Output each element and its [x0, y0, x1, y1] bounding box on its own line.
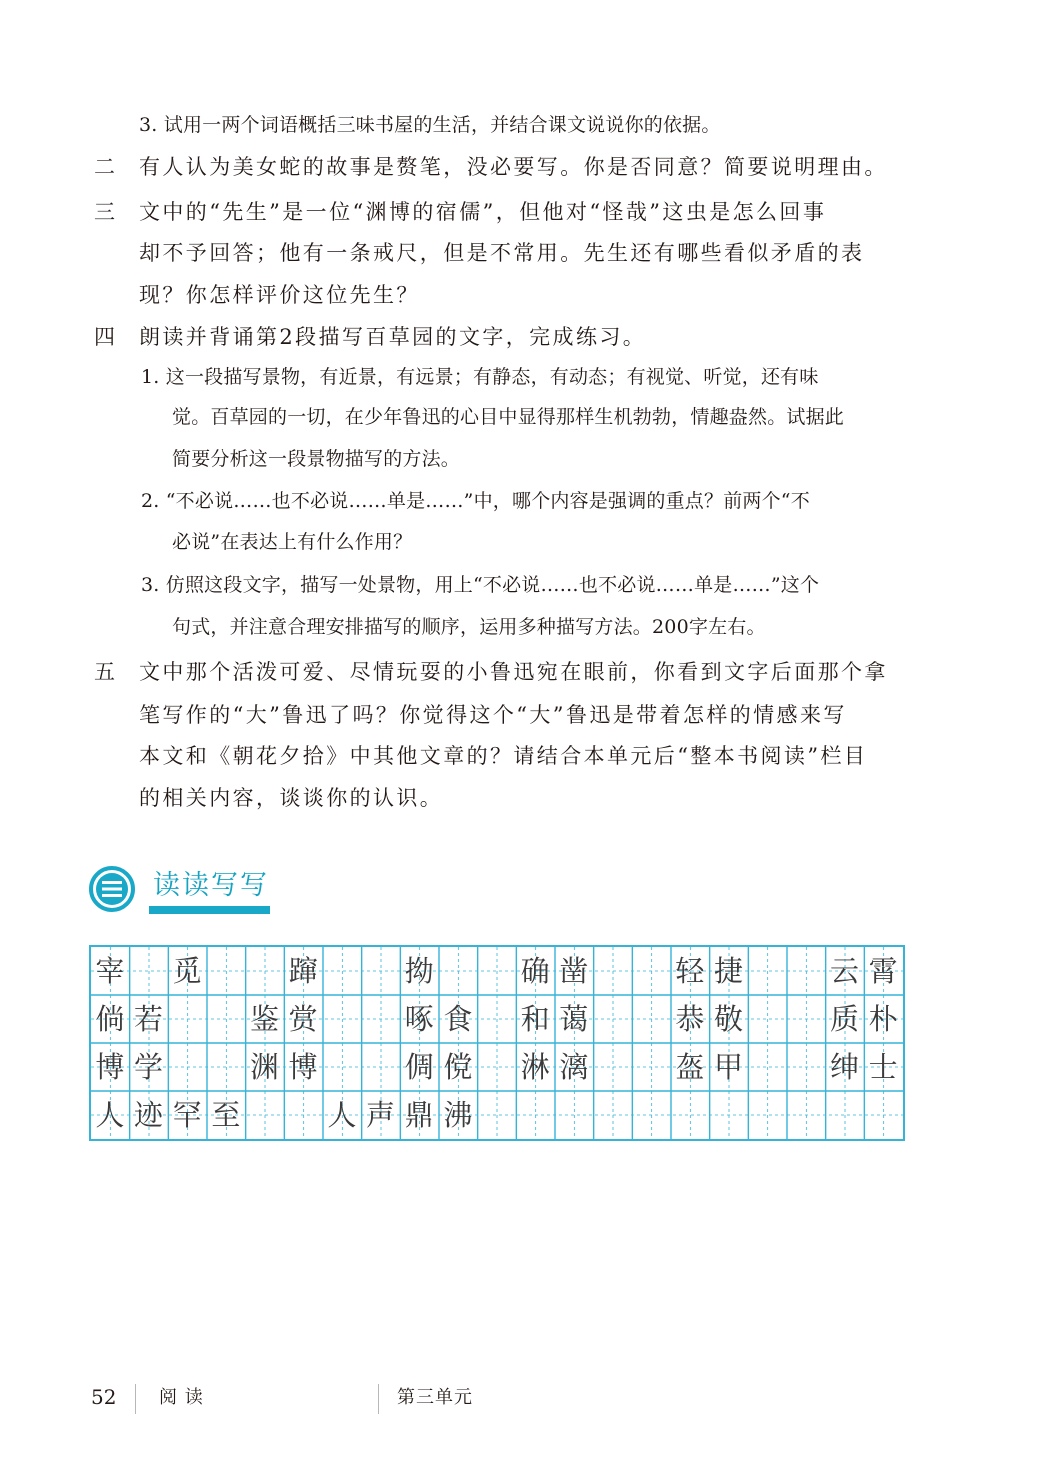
grid-character: 渊	[249, 1049, 279, 1084]
grid-character: 士	[868, 1049, 898, 1084]
grid-character: 鉴	[249, 1001, 279, 1036]
grid-cell-empty	[207, 947, 246, 995]
exercise-4-subitem-3-line-2: 句式，并注意合理安排描写的顺序，运用多种描写方法。200字左右。	[172, 616, 766, 638]
grid-cell-empty	[477, 1043, 516, 1091]
page-number: 52	[91, 1385, 117, 1409]
grid-character: 人	[95, 1097, 125, 1132]
section-title: 读读写写	[153, 870, 269, 901]
grid-character: 罕	[172, 1097, 202, 1132]
grid-cell-empty	[787, 995, 826, 1043]
grid-character: 轻	[675, 953, 705, 988]
grid-character: 甲	[713, 1049, 743, 1084]
grid-cell-empty	[323, 1043, 362, 1091]
footer-divider	[135, 1384, 136, 1414]
grid-cell-empty	[787, 1043, 826, 1091]
grid-character: 觅	[172, 953, 202, 988]
grid-cell-empty	[787, 1091, 826, 1139]
grid-cell-empty	[864, 1091, 903, 1139]
grid-character: 宰	[95, 953, 125, 988]
exercise-4-subitem-3-line-1: 3. 仿照这段文字，描写一处景物，用上“不必说……也不必说……单是……”这个	[141, 574, 820, 596]
grid-character: 凿	[559, 953, 589, 988]
grid-cell-empty	[632, 1043, 671, 1091]
exercise-4-subitem-1-line-2: 觉。百草园的一切，在少年鲁迅的心目中显得那样生机勃勃，情趣盎然。试据此	[172, 406, 845, 428]
footer-divider	[378, 1384, 379, 1414]
grid-character: 声	[365, 1097, 395, 1132]
grid-cell-empty	[439, 947, 478, 995]
grid-cell-empty	[207, 1043, 246, 1091]
grid-character: 朴	[868, 1001, 898, 1036]
grid-character: 绅	[829, 1049, 859, 1084]
exercise-4-subitem-2-line-1: 2. “不必说……也不必说……单是……”中，哪个内容是强调的重点？前两个“不	[141, 490, 810, 512]
grid-character: 啄	[404, 1001, 434, 1036]
grid-character: 漓	[559, 1049, 589, 1084]
grid-character: 倘	[95, 1001, 125, 1036]
grid-cell-empty	[477, 1091, 516, 1139]
grid-cell-empty	[168, 995, 207, 1043]
footer-unit-label: 第三单元	[397, 1387, 473, 1408]
grid-character: 倜	[404, 1049, 434, 1084]
grid-cell-empty	[825, 1091, 864, 1139]
grid-cell-empty	[748, 1091, 787, 1139]
grid-cell-empty	[361, 995, 400, 1043]
exercise-4-number: 四	[94, 325, 115, 349]
grid-cell-empty	[593, 947, 632, 995]
exercise-5-line-4: 的相关内容，谈谈你的认识。	[139, 786, 444, 810]
grid-cell-empty	[284, 1091, 323, 1139]
grid-character: 蹿	[288, 953, 318, 988]
exercise-3-number: 三	[94, 200, 115, 224]
grid-cell-empty	[361, 1043, 400, 1091]
list-icon	[89, 866, 135, 912]
vocabulary-grid	[89, 945, 905, 1141]
grid-character: 蔼	[559, 1001, 589, 1036]
grid-cell-empty	[593, 1043, 632, 1091]
grid-cell-empty	[709, 1091, 748, 1139]
grid-cell-empty	[361, 947, 400, 995]
exercise-5-line-3: 本文和《朝花夕拾》中其他文章的？请结合本单元后“整本书阅读”栏目	[139, 744, 868, 768]
exercise-3-line-1: 文中的“先生”是一位“渊博的宿儒”，但他对“怪哉”这虫是怎么回事	[139, 200, 827, 224]
grid-cell-empty	[632, 1091, 671, 1139]
grid-character: 傥	[443, 1049, 473, 1084]
grid-character: 敬	[713, 1001, 743, 1036]
grid-character: 云	[829, 953, 859, 988]
grid-cell-empty	[477, 947, 516, 995]
grid-cell-empty	[748, 1043, 787, 1091]
exercise-3-line-3: 现？你怎样评价这位先生？	[139, 283, 420, 307]
grid-character: 淋	[520, 1049, 550, 1084]
exercise-2-number: 二	[94, 155, 115, 179]
grid-character: 人	[327, 1097, 357, 1132]
grid-cell-empty	[593, 995, 632, 1043]
exercise-4-subitem-1-line-1: 1. 这一段描写景物，有近景，有远景；有静态，有动态；有视觉、听觉，还有味	[141, 366, 819, 388]
grid-cell-empty	[245, 947, 284, 995]
grid-character: 鼎	[404, 1097, 434, 1132]
grid-character: 盔	[675, 1049, 705, 1084]
exercise-5-line-1: 文中那个活泼可爱、尽情玩耍的小鲁迅宛在眼前，你看到文字后面那个拿	[139, 660, 888, 684]
grid-cell-empty	[671, 1091, 710, 1139]
grid-character: 确	[520, 953, 550, 988]
grid-character: 学	[133, 1049, 163, 1084]
section-title-underline	[149, 906, 270, 914]
grid-character: 沸	[443, 1097, 473, 1132]
grid-character: 迹	[133, 1097, 163, 1132]
grid-character: 和	[520, 1001, 550, 1036]
grid-cell-empty	[632, 995, 671, 1043]
grid-cell-empty	[323, 947, 362, 995]
grid-character: 恭	[675, 1001, 705, 1036]
grid-cell-empty	[245, 1091, 284, 1139]
grid-character: 霄	[868, 953, 898, 988]
footer-section-label: 阅 读	[159, 1387, 204, 1408]
exercise-4-text: 朗读并背诵第2段描写百草园的文字，完成练习。	[139, 325, 647, 349]
grid-cell-empty	[207, 995, 246, 1043]
grid-cell-empty	[477, 995, 516, 1043]
grid-cell-empty	[555, 1091, 594, 1139]
exercise-2-text: 有人认为美女蛇的故事是赘笔，没必要写。你是否同意？简要说明理由。	[139, 155, 888, 179]
grid-cell-empty	[323, 995, 362, 1043]
grid-cell-empty	[168, 1043, 207, 1091]
grid-cell-empty	[632, 947, 671, 995]
grid-character: 质	[829, 1001, 859, 1036]
grid-character: 赏	[288, 1001, 318, 1036]
grid-cell-empty	[748, 947, 787, 995]
exercise-4-subitem-1-line-3: 简要分析这一段景物描写的方法。	[172, 448, 461, 470]
exercise-5-line-2: 笔写作的“大”鲁迅了吗？你觉得这个“大”鲁迅是带着怎样的情感来写	[139, 703, 847, 727]
exercise-1-subitem-3: 3. 试用一两个词语概括三味书屋的生活，并结合课文说说你的依据。	[139, 114, 721, 136]
grid-character: 博	[288, 1049, 318, 1084]
grid-character: 捷	[713, 953, 743, 988]
grid-cell-empty	[787, 947, 826, 995]
grid-character: 博	[95, 1049, 125, 1084]
grid-cell-empty	[516, 1091, 555, 1139]
grid-character: 若	[133, 1001, 163, 1036]
grid-character: 拗	[404, 953, 434, 988]
grid-cell-empty	[748, 995, 787, 1043]
exercise-3-line-2: 却不予回答；他有一条戒尺，但是不常用。先生还有哪些看似矛盾的表	[139, 241, 865, 265]
grid-character: 食	[443, 1001, 473, 1036]
grid-character: 至	[211, 1097, 241, 1132]
exercise-4-subitem-2-line-2: 必说”在表达上有什么作用？	[172, 531, 413, 553]
grid-cell-empty	[593, 1091, 632, 1139]
grid-cell-empty	[129, 947, 168, 995]
exercise-5-number: 五	[94, 660, 115, 684]
